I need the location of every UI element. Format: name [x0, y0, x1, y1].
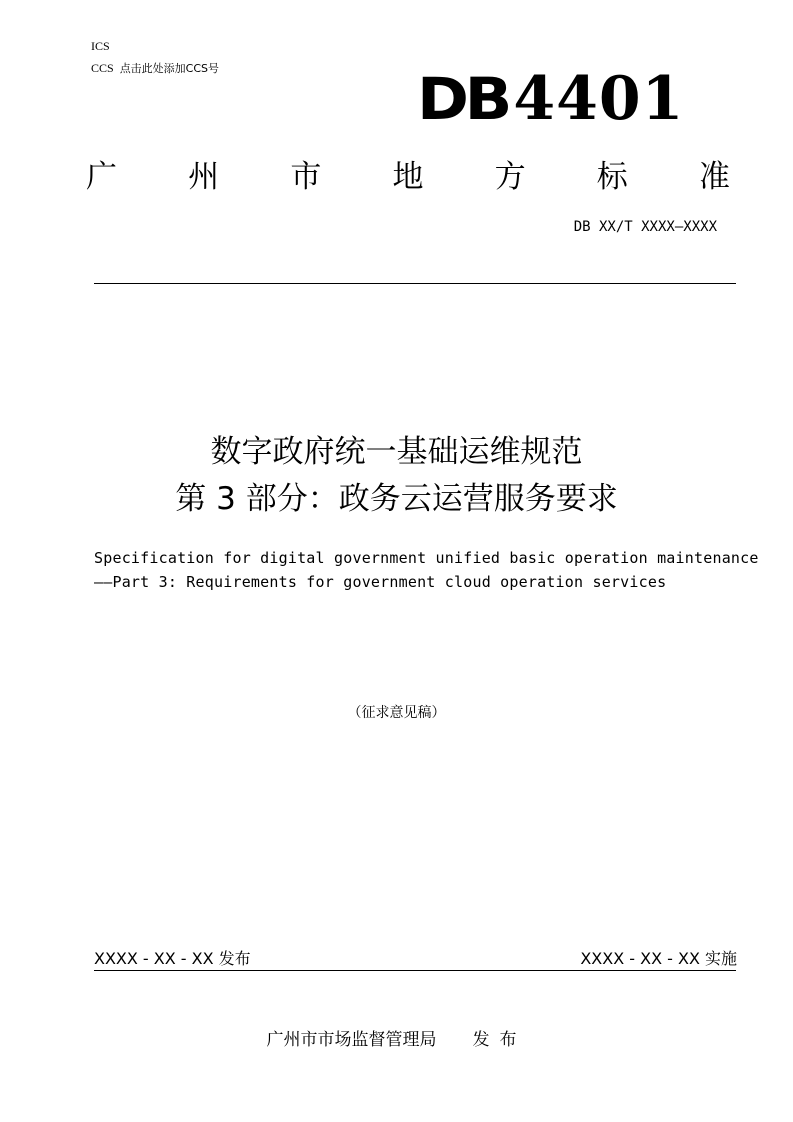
ccs-code	[91, 61, 219, 76]
issuer-line	[0, 1025, 793, 1050]
title-cn-line2: 第 3 部分：政务云运营服务要求	[175, 481, 618, 517]
ccs-label: CCS	[91, 61, 114, 75]
ics-label: ICS	[91, 39, 110, 53]
issuer-name: 广州市市场监督管理局	[266, 1030, 437, 1050]
standard-type-char: 地	[392, 158, 424, 195]
db-logo	[417, 66, 684, 132]
title-en-line1: Specification for digital government unified basic operation maintenance	[94, 549, 759, 567]
db-logo-number: 4401	[513, 64, 685, 134]
standard-type-char: 准	[698, 158, 730, 195]
issuer-action: 发布	[472, 1030, 527, 1050]
standard-type-char: 州	[188, 158, 220, 195]
standard-type-char: 市	[290, 158, 322, 195]
bottom-divider	[94, 970, 736, 971]
title-en-line2: ——Part 3: Requirements for government cloud operation services	[94, 573, 667, 591]
draft-note: （征求意见稿）	[347, 705, 446, 721]
db-logo-letters: DB	[417, 65, 509, 133]
top-divider	[94, 283, 736, 284]
standard-type-char: 标	[596, 158, 628, 195]
ics-code	[91, 39, 110, 53]
standard-type	[86, 151, 730, 195]
publish-date: XXXX - XX - XX 发布	[94, 949, 251, 968]
standard-type-char: 方	[494, 158, 526, 195]
standard-type-char: 广	[86, 158, 117, 195]
standard-number: DB XX/T XXXX—XXXX	[573, 219, 717, 235]
implement-date: XXXX - XX - XX 实施	[580, 949, 737, 968]
title-cn-line1: 数字政府统一基础运维规范	[210, 434, 583, 470]
ccs-placeholder[interactable]: 点击此处添加CCS号	[119, 62, 220, 75]
